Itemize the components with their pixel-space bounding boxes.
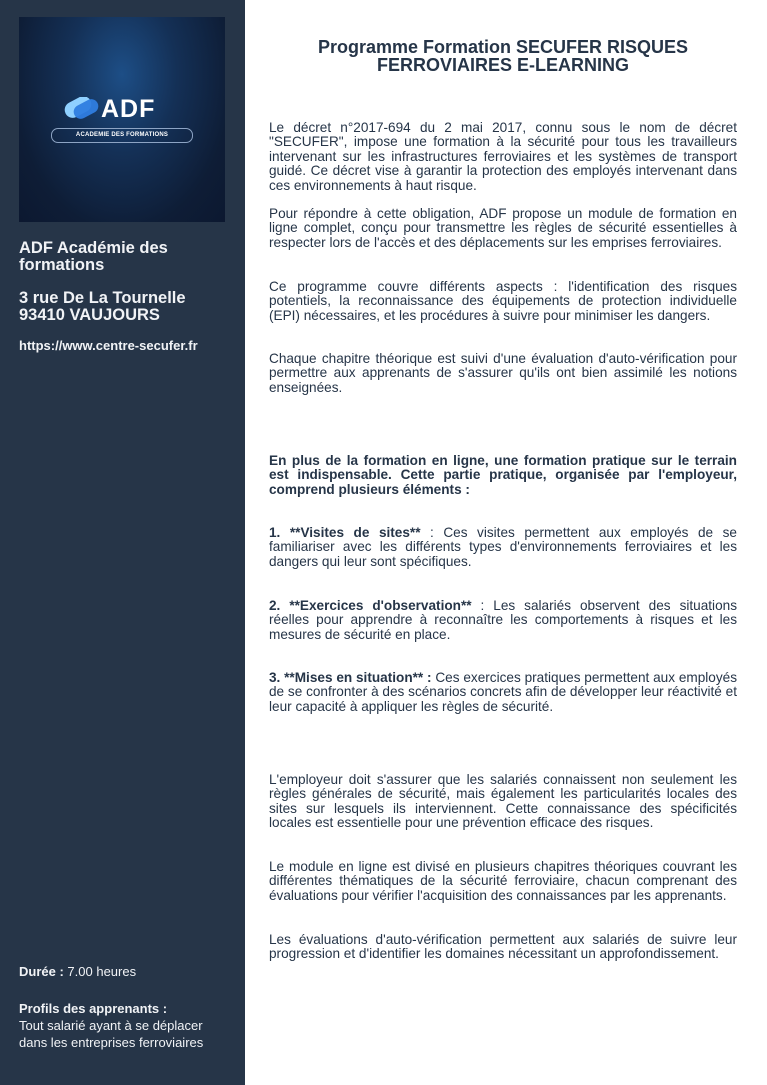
paragraph-decree: Le décret n°2017-694 du 2 mai 2017, connu sous le nom de décret "SECUFER", impose une formation à la sécurité pour tous les travailleurs intervenant sur les infrastructures ferroviaires et les systèmes de transport guidé. Ce décret vise à garantir la protection des employés intervenant dans ces environnements à haut risque. bbox=[269, 120, 737, 193]
page-title: Programme Formation SECUFER RISQUES FERROVIAIRES E-LEARNING bbox=[317, 37, 689, 75]
address-line-2: 93410 VAUJOURS bbox=[19, 306, 160, 324]
list-item-simulation bbox=[269, 671, 737, 714]
item-heading: 2. **Exercices d'observation** bbox=[269, 598, 472, 613]
item-heading: 3. **Mises en situation** : bbox=[269, 670, 432, 685]
list-item-observation bbox=[269, 599, 737, 642]
paragraph-adf-module: Pour répondre à cette obligation, ADF propose un module de formation en ligne complet, conçu pour transmettre les règles de sécurité essentielles à respecter lors de l'accès et des déplacements sur les emprises ferroviaires. bbox=[269, 206, 737, 250]
paragraph-evaluations: Les évaluations d'auto-vérification permettent aux salariés de suivre leur progression et d'identifier les domaines nécessitant un approfondissement. bbox=[269, 932, 737, 962]
paragraph-employer-duty: L'employeur doit s'assurer que les salariés connaissent non seulement les règles générales de sécurité, mais également les particularités locales des sites sur lesquels ils interviennent. Cette connaissance des spécificités locales est essentielle pour une prévention efficace des risques. bbox=[269, 772, 737, 831]
organization-address bbox=[19, 290, 234, 324]
adf-logo bbox=[19, 17, 225, 222]
item-text: : Les salariés observent des situations réelles pour apprendre à reconnaître les comportements à risques et les mesures de sécurité en place. bbox=[269, 598, 737, 642]
logo-tagline-pill bbox=[51, 128, 193, 143]
item-text: : Ces visites permettent aux employés de se familiariser avec les différents types d'environnements ferroviaires et les dangers qui leur sont spécifiques. bbox=[269, 525, 737, 569]
paragraph-program-scope: Ce programme couvre différents aspects : l'identification des risques potentiels, la reconnaissance des équipements de protection individuelle (EPI) nécessaires, et les procédures à suivre pour minimiser les dangers. bbox=[269, 279, 737, 323]
logo-tagline: ACADEMIE DES FORMATIONS bbox=[75, 132, 169, 138]
list-item-site-visits bbox=[269, 526, 737, 569]
logo-brand-text: ADF bbox=[101, 95, 156, 123]
address-line-1: 3 rue De La Tournelle bbox=[19, 289, 186, 307]
paragraph-practical-training: En plus de la formation en ligne, une formation pratique sur le terrain est indispensable. Cette partie pratique, organisée par l'employeur, comprend plusieurs éléments : bbox=[269, 453, 737, 497]
profiles-label: Profils des apprenants : bbox=[19, 1001, 168, 1016]
organization-name: ADF Académie des formations bbox=[19, 239, 168, 274]
profiles-value: Tout salarié ayant à se déplacer dans les entreprises ferroviaires bbox=[19, 1018, 204, 1050]
paragraph-self-check: Chaque chapitre théorique est suivi d'une évaluation d'auto-vérification pour permettre aux apprenants de s'assurer qu'ils ont bien assimilé les notions enseignées. bbox=[269, 351, 737, 395]
paragraph-module-structure: Le module en ligne est divisé en plusieurs chapitres théoriques couvrant les différentes thématiques de la sécurité ferroviaire, chacun comprenant des évaluations pour vérifier l'acquisition des connaissances par les apprenants. bbox=[269, 859, 737, 903]
duration-info bbox=[19, 964, 136, 979]
learner-profiles bbox=[19, 1000, 234, 1051]
item-text: Ces exercices pratiques permettent aux employés de se confronter à des scénarios concrets afin de développer leur réactivité et leur capacité à appliquer les règles de sécurité. bbox=[269, 670, 737, 714]
website-link[interactable]: https://www.centre-secufer.fr bbox=[19, 338, 198, 353]
adf-logo-mark-icon bbox=[63, 97, 103, 119]
sidebar bbox=[0, 0, 245, 1085]
duration-label: Durée : bbox=[19, 964, 64, 979]
duration-value: 7.00 heures bbox=[67, 964, 137, 979]
item-heading: 1. **Visites de sites** bbox=[269, 525, 421, 540]
